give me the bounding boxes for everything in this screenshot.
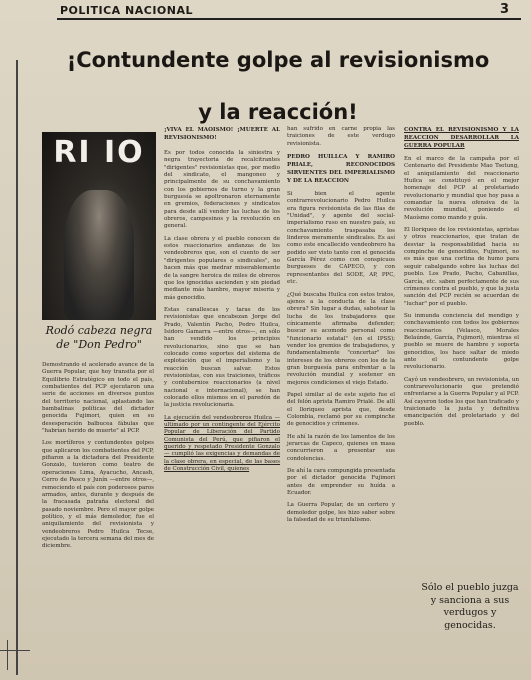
closing-slogan: Sólo el pueblo juzga y sanciona a sus verdugos y genocidas. — [421, 582, 519, 631]
photo-caption: Rodó cabeza negra de "Don Pedro" — [45, 324, 153, 351]
margin-rule — [16, 60, 18, 675]
col4-paragraph-1: En el marco de la campaña por el Centenario del Presidente Mao Tsetung, el aniquilamiento del reaccionario Huilca se constituyó en el mejor homenaje del PCP al proletariado revolucionario y mundial que hoy pasa a comandar la nueva ofensiva de la revolución mundial, poniendo el Maoísmo como mando y guía. — [404, 156, 519, 221]
photo-poster-text: RI IO — [53, 135, 145, 170]
col3-paragraph-4: Papel similar al de este sujeto fue el del felón aprista Ramiro Prialé. De allí el lloriqueo aprista que, desde Colombia, reclamó por su compinche de genocidios y crímenes. — [287, 391, 395, 428]
col1-paragraph-2: Los mortíferos y contundentes golpes que aplicaron los combatientes del PCP, pifiaron a la dictadura del Presidente Gonzalo, tuvieron como teatro de operaciones Lima, Ayacucho, Ancash, Cerro de Pasco y Junín —entre otros—, remeciendo el país con poderosos paros armados, antes, durante y después de la fracasada patraña electoral del pasado noviembre. Pero el mayor golpe político, y el más demoledor, fue el aniquilamiento del revisionista y vendeobreros Pedro Huilca Tecse, ejecutado la tercera semana del mes de diciembre. — [42, 440, 154, 550]
col4-subhead: CONTRA EL REVISIONISMO Y LA REACCION DESARROLLAR LA GUERRA POPULAR — [404, 127, 519, 149]
column-1 — [42, 362, 154, 556]
crop-mark — [0, 650, 30, 651]
headline: ¡Contundente golpe al revisionismo y la reacción! — [66, 48, 490, 124]
col3-paragraph-6: De ahí la cara compungida presentada por el dictador genocida Fujimori antes de emprender su huída a Ecuador. — [287, 468, 395, 497]
crop-mark — [7, 640, 8, 670]
header-rule — [57, 18, 521, 20]
col2-paragraph-2: La clase obrera y el pueblo conocen de estos reaccionarios andanzas de los vendeobreros que, son el cuento de ser "dirigentes populares o sindicales", no hacen más que medrar miserablemente de la sangre heroica de miles de obreros que los ignocidas ascienden y sin piedad mediante más hambre, mayor miseria y más genocidio. — [164, 235, 280, 301]
portrait-photo — [42, 132, 156, 320]
col2-subhead: ¡VIVA EL MAOISMO! ¡MUERTE AL REVISIONISMO! — [164, 127, 280, 141]
col2-paragraph-1: Es por todos conocida la siniestra y negra trayectoria de recalcitrantes "dirigentes" revisionistas que, por medio del sindicato, el mangoneo y principalmente de su conchavamiento con los gobiernos de turno y la gran burguesía se apoltronaron eternamente en gremios, federaciones y sindicatos para desde allí vender las luchas de los obreros, campesinos y la revolución en general. — [164, 150, 280, 230]
section-label: POLITICA NACIONAL — [60, 4, 193, 17]
col2-paragraph-3: Estas canallescas y taras de los revisionistas que encabezan Jorge del Prado, Valentín Pacho, Pedro Huilca, Isidoro Gamarra —entre otros—, en sólo han vendido los principios revolucionarios, sino que se han colocado como soportes del sistema de explotación que el imperialismo y la reacción buscan salvar. Estos revisionistas, con sus traiciones, tráficos y contubernios reaccionarios (a nivel nacional e internacional), se han colocado ellos mismos en el paredón de la justicia revolucionaria. — [164, 306, 280, 409]
col2-paragraph-4: La ejecución del vendeobreros Huilca —ultimado por un contingente del Ejército Popular de Liberación del Partido Comunista del Perú, que pifiaron el querido y respetado Presidente Gonzalo— cumplió las exigencias y demandas de la clase obrera, en especial, de las bases de Construcción Civil, quienes — [164, 414, 280, 473]
col3-paragraph-7: La Guerra Popular, de un certero y demoledor golpe, les hizo saber sobre la falsedad de su triunfalismo. — [287, 502, 395, 524]
column-4 — [404, 126, 519, 433]
col1-paragraph-1: Demostrando el acelerado avance de la Guerra Popular, que hoy transita por el Equilibrio Estratégico en todo el país, combatientes del PCP ejecutaron una serie de acciones en diversos puntos del territorio nacional, aplastando las bambalinas políticas del dictador genocida Fujimori, quien en su desesperación balbucea fábulas que "habrían herido de muerte" al PCP. — [42, 362, 154, 435]
col3-paragraph-1: han sufrido en carne propia las traiciones de este verdugo revisionista. — [287, 126, 395, 147]
col3-paragraph-5: He ahí la razón de los lamentos de los jerarcas de Capeco, quienes en masa concurrieron a presentar sus condolencias. — [287, 433, 395, 462]
col4-paragraph-2: El lloriqueo de los revisionistas, apristas y otros reaccionarios, que tratan de desviar la responsabilidad hacia su compinche de genocidios, Fujimori, no es más que una cortina de humo para seguir cabalgando sobre las luchas del pueblo. Los Prado, Pacho, Cabanillas, García, etc. saben perfectamente de sus crímenes contra el pueblo, y que la justa sanción del PCP recién se acuerdan de "luchar" por el pueblo. — [404, 227, 519, 307]
photo-figure — [64, 190, 134, 320]
page-number: 3 — [500, 2, 510, 17]
col3-paragraph-2: Si bien el agente contrarrevolucionario Pedro Huilca era figura revisionista de las filas de "Unidad", y agente del social-imperialismo ruso en nuestro país, su conchavamiento traspasaba los linderos meramente sindicales. Es así como este encallecido vendeobrero ha podido ser visto tanto con el genocida García Pérez como con conspicuos burgueses de CAPECO, y con representantes del SODE, AP, PPC, etc. — [287, 191, 395, 286]
col4-paragraph-3: Su inmunda conciencia del mendigo y conchavamiento con todos los gobiernos reaccionarios (Velasco, Morales Belaúnde, García, Fujimori), mientras el pueblo se muere de hambre y soporta genocidios, los hace saltar de miedo ante el contundente golpe revolucionario. — [404, 312, 519, 371]
column-3 — [287, 126, 395, 529]
col3-subhead: PEDRO HUILLCA Y RAMIRO PRIALE, RECONOCIDOS SIRVIENTES DEL IMPERIALISMO Y DE LA REACCION — [287, 154, 395, 185]
column-2 — [164, 126, 280, 478]
col3-paragraph-3: ¿Qué buscaba Huilca con estos tratos, ajenos a la conducta de la clase obrera? Sin lugar a dudas, sabotear la lucha de los trabajadores que cínicamente afirmaba defender; buscar su acomodo personal como "funcionario estatal" (en el IPSS); vender los gremios de trabajadores, y fundamentalmente "concertar" los intereses de los obreros con los de la gran burguesía para enfrentar a la revolución mundial y sostener en mejores condiciones el viejo Estado. — [287, 291, 395, 386]
col4-paragraph-4: Cayó un vendeobrero, un revisionista, un contrarevolucionario que pretendió enfrentarse a la Guerra Popular y al PCP. Así cayeron todos los que han traficado y traicionado la justa y definitiva emancipación del proletariado y del pueblo. — [404, 376, 519, 427]
